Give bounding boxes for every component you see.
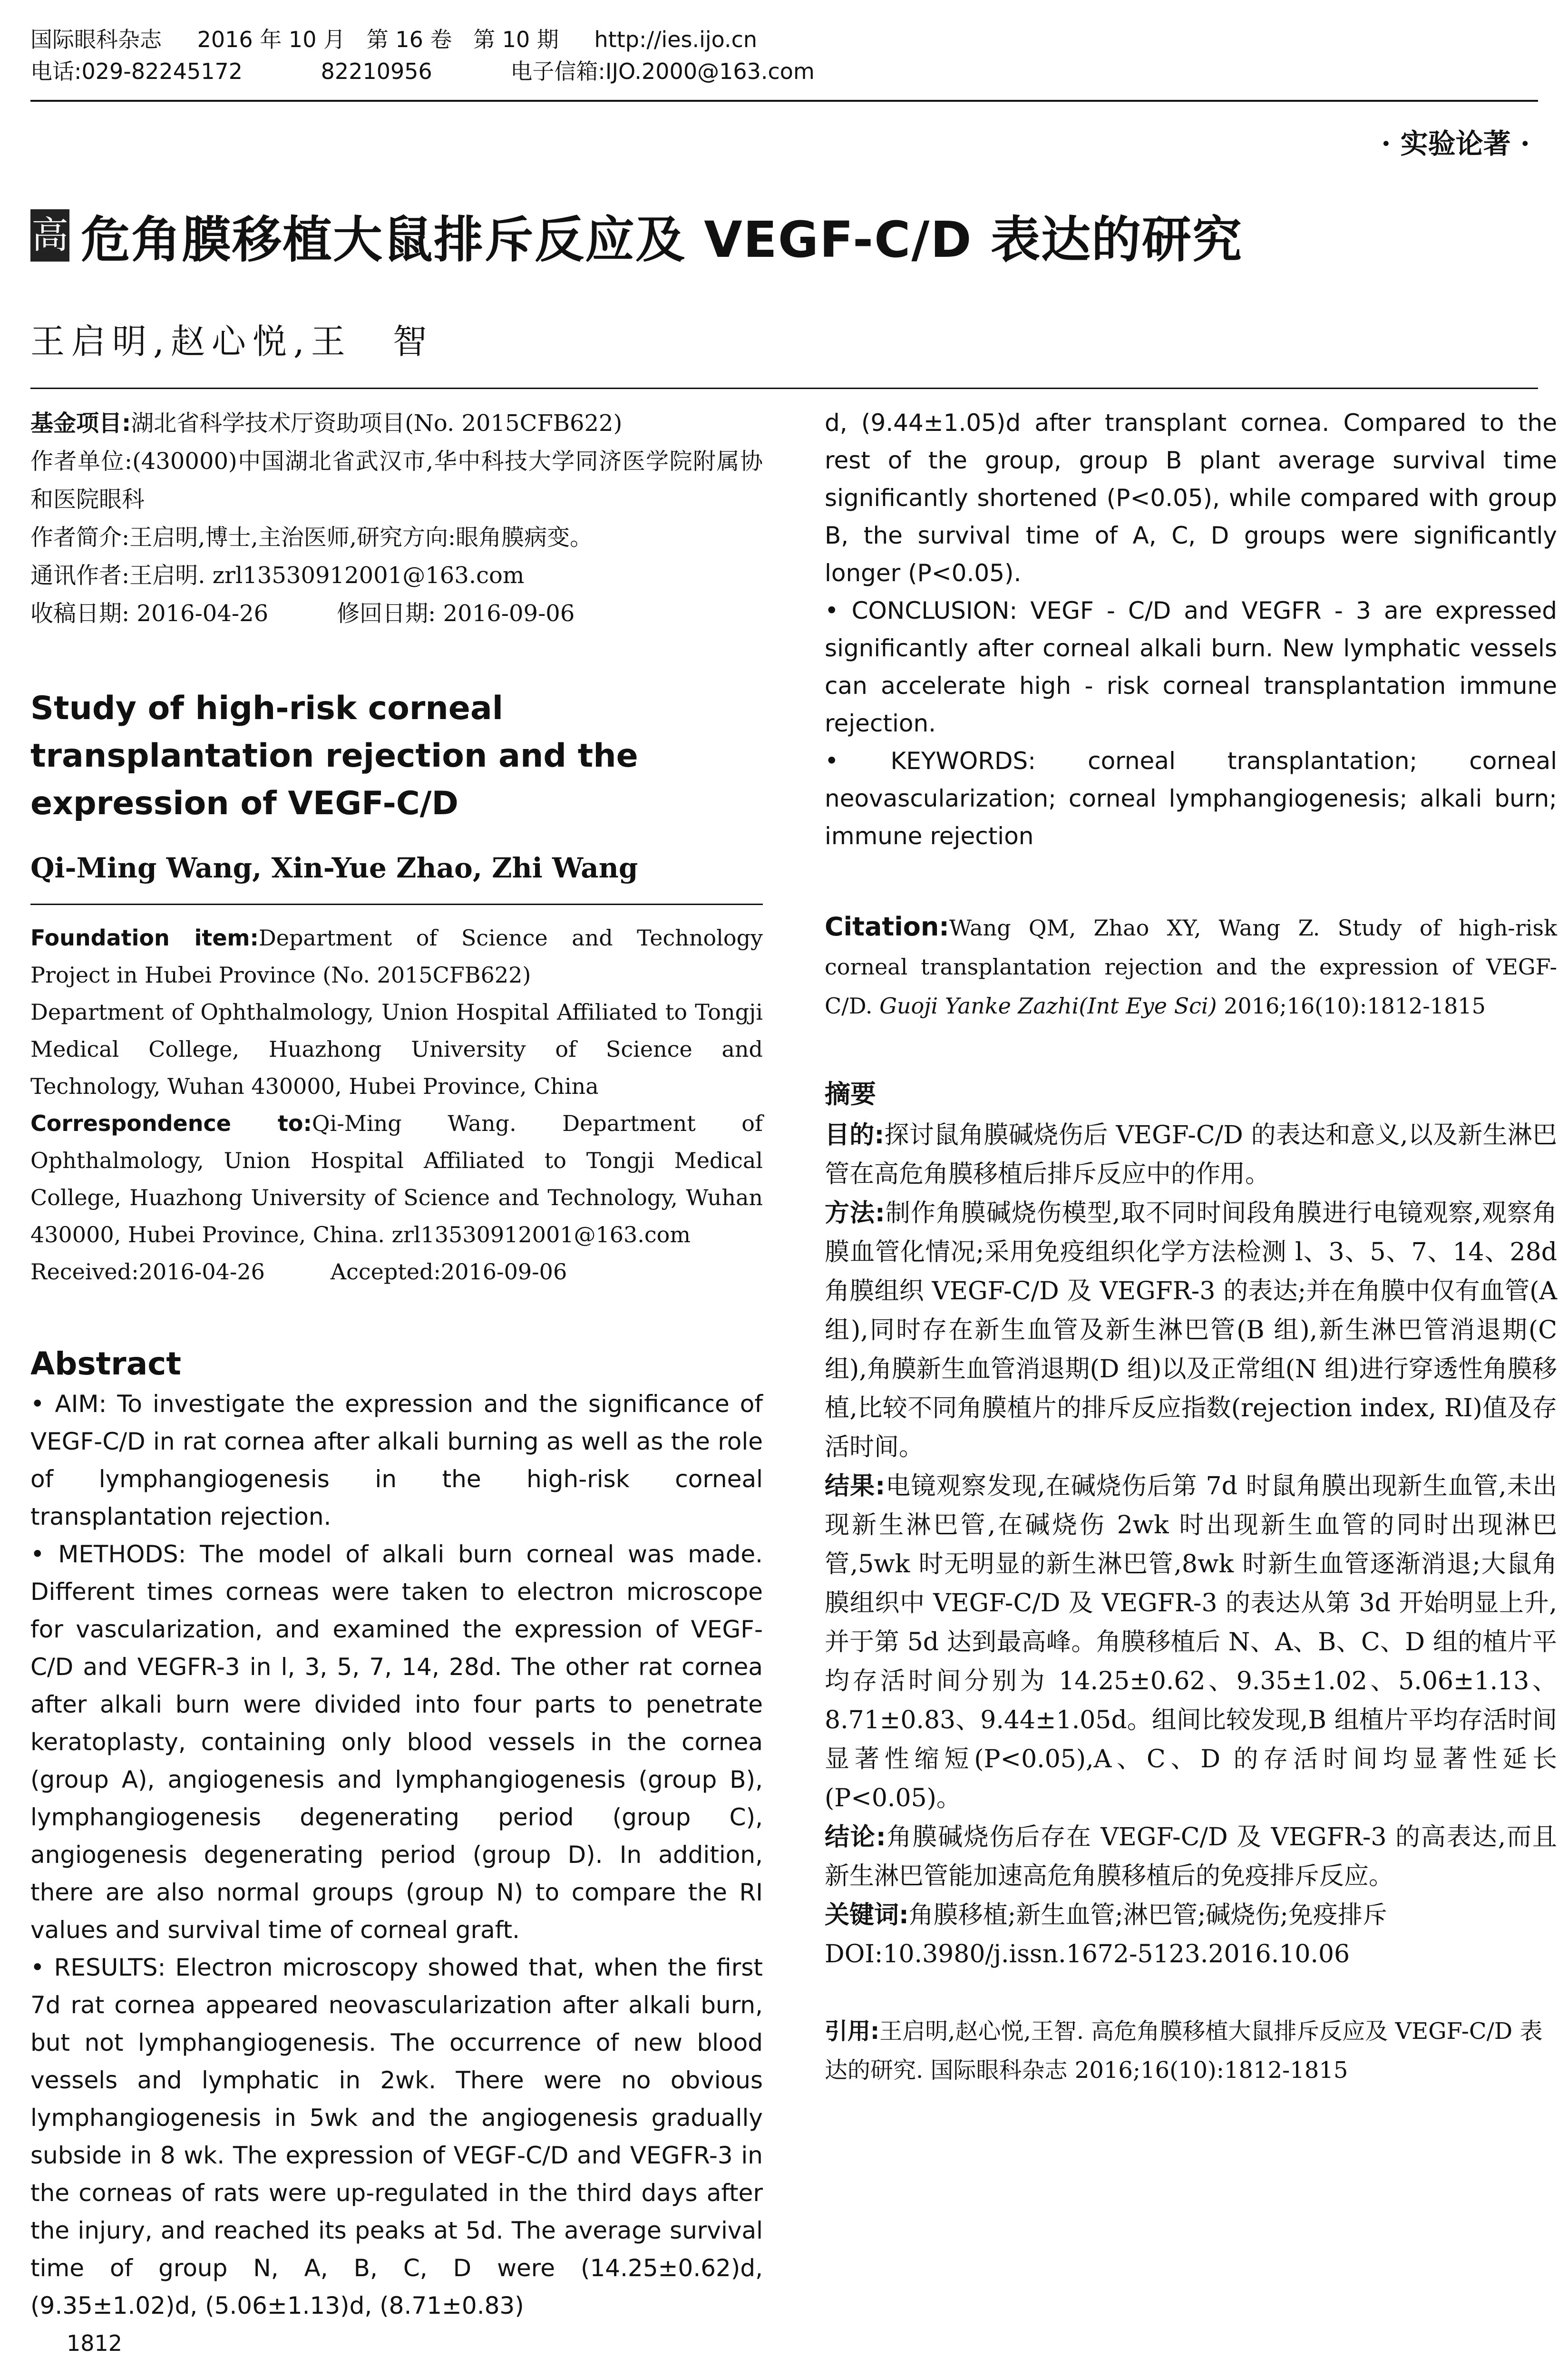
- section-tag: · 实验论著 ·: [1381, 127, 1530, 160]
- header-rule: [30, 100, 1538, 102]
- correspondence-label: Correspondence to:: [30, 1111, 312, 1136]
- english-rule: [30, 904, 763, 905]
- zh-keywords-label: 关键词:: [825, 1901, 909, 1929]
- citation-text: Wang QM, Zhao XY, Wang Z. Study of high-risk corneal transplantation rejection and the expression of VEGF-C/D.: [825, 915, 1557, 1019]
- aim-label: • AIM:: [30, 1390, 107, 1418]
- zh-results: 电镜观察发现,在碱烧伤后第 7d 时鼠角膜出现新生血管,未出现新生淋巴管,在碱烧伤 2wk 时出现新生血管的同时出现淋巴管,5wk 时无明显的新生淋巴管,8wk 时新生血管逐渐消退;大鼠角膜组织中 VEGF-C/D 及 VEGFR-3 的表达从第 3d 开始明显上升,并于第 5d 达到最高峰。角膜移植后 N、A、B、C、D 组的植片平均存活时间分别为 14.25±0.62、9.35±1.02、5.06±1.13、8.71±0.83、9.44±1.05d。组间比较发现,B 组植片平均存活时间显著性缩短(P<0.05),A、C、D 的存活时间均显著性延长(P<0.05)。: [825, 1472, 1557, 1812]
- corr-author: 王启明. zrl13530912001@163.com: [129, 562, 525, 589]
- authors-cn: 王启明,赵心悦,王 智: [30, 321, 434, 361]
- ref-label: 引用:: [825, 2018, 880, 2045]
- journal-name: 国际眼科杂志: [30, 27, 162, 52]
- citation-en: [825, 907, 1557, 1025]
- zh-methods-label: 方法:: [825, 1199, 885, 1227]
- zh-abstract-heading: 摘要: [825, 1079, 876, 1109]
- article-title: 危角膜移植大鼠排斥反应及 VEGF-C/D 表达的研究: [81, 211, 1243, 269]
- english-title: Study of high-risk corneal transplantation rejection and the expression of VEGF-C/D: [30, 690, 638, 822]
- department: Department of Ophthalmology, Union Hospital Affiliated to Tongji Medical College, Huazhong University of Science and Technology, Wuhan 430000, Hubei Province, China: [30, 999, 763, 1099]
- received-cn: 收稿日期: 2016-04-26 修回日期: 2016-09-06: [30, 600, 575, 627]
- foundation: Department of Science and Technology Project in Hubei Province (No. 2015CFB622): [30, 925, 763, 988]
- journal-header: [30, 24, 1538, 87]
- bio-label: 作者简介:: [30, 524, 130, 551]
- right-column: [825, 404, 1557, 2090]
- abstract-heading: Abstract: [30, 1345, 181, 1382]
- phone: 电话:029-82245172: [30, 58, 243, 84]
- corr-label: 通讯作者:: [30, 562, 130, 589]
- conclusion-text: VEGF - C/D and VEGFR - 3 are expressed significantly after corneal alkali burn. New lymphatic vessels can accelerate high - risk corneal transplantation immune rejection.: [825, 597, 1557, 737]
- title-rule: [30, 388, 1538, 389]
- page-number: 1812: [67, 2330, 123, 2356]
- zh-conclusion: 角膜碱烧伤后存在 VEGF-C/D 及 VEGFR-3 的高表达,而且新生淋巴管能加速高危角膜移植后的免疫排斥反应。: [825, 1823, 1557, 1890]
- zh-aim-label: 目的:: [825, 1121, 885, 1150]
- results-text: Electron microscopy showed that, when the first 7d rat cornea appeared neovascularization after alkali burn, but not lymphangiogenesis. The occurrence of new blood vessels and lymphatic in 2wk. There were no obvious lymphangiogenesis in 5wk and the angiogenesis gradually subside in 8 wk. The expression of VEGF-C/D and VEGFR-3 in the corneas of rats were up-regulated in the third days after the injury, and reached its peaks at 5d. The average survival time of group N, A, B, C, D were (14.25±0.62)d, (9.35±1.02)d, (5.06±1.13)d, (8.71±0.83): [30, 1954, 763, 2319]
- zh-conclusion-label: 结论:: [825, 1823, 886, 1851]
- keywords-text: corneal transplantation; corneal neovascularization; corneal lymphangiogenesis; alkali burn; immune rejection: [825, 747, 1557, 850]
- ref-text: 王启明,赵心悦,王智. 高危角膜移植大鼠排斥反应及 VEGF-C/D 表达的研究. 国际眼科杂志 2016;16(10):1812-1815: [825, 2018, 1543, 2084]
- unit: (430000)中国湖北省武汉市,华中科技大学同济医学院附属协和医院眼科: [30, 448, 763, 513]
- journal-email[interactable]: 电子信箱:IJO.2000@163.com: [510, 58, 815, 84]
- left-column: [30, 404, 763, 2325]
- doi[interactable]: DOI:10.3980/j.issn.1672-5123.2016.10.06: [825, 1940, 1350, 1968]
- phone-2: 82210956: [321, 58, 432, 84]
- conclusion-label: • CONCLUSION:: [825, 597, 1018, 624]
- english-meta: [30, 919, 763, 1290]
- bio: 王启明,博士,主治医师,研究方向:眼角膜病变。: [129, 524, 593, 551]
- title-first-char: 高: [30, 209, 69, 262]
- zh-keywords: 角膜移植;新生血管;淋巴管;碱烧伤;免疫排斥: [908, 1901, 1387, 1929]
- unit-label: 作者单位:: [30, 448, 133, 475]
- zh-methods: 制作角膜碱烧伤模型,取不同时间段角膜进行电镜观察,观察角膜血管化情况;采用免疫组织化学方法检测 l、3、5、7、14、28d 角膜组织 VEGF-C/D 及 VEGFR-3 的表达;并在角膜中仅有血管(A 组),同时存在新生血管及新生淋巴管(B 组),新生淋巴管消退期(C 组),角膜新生血管消退期(D 组)以及正常组(N 组)进行穿透性角膜移植,比较不同角膜植片的排斥反应指数(rejection index, RI)值及存活时间。: [825, 1199, 1558, 1461]
- keywords-label: • KEYWORDS:: [825, 747, 1036, 775]
- methods-label: • METHODS:: [30, 1540, 186, 1568]
- aim-text: To investigate the expression and the significance of VEGF-C/D in rat cornea after alkali burning as well as the role of lymphangiogenesis in the high-risk corneal transplantation rejection.: [30, 1390, 763, 1530]
- citation-label: Citation:: [825, 912, 949, 942]
- journal-url[interactable]: http://ies.ijo.cn: [594, 27, 758, 52]
- english-authors: Qi-Ming Wang, Xin-Yue Zhao, Zhi Wang: [30, 852, 638, 884]
- zh-aim: 探讨鼠角膜碱烧伤后 VEGF-C/D 的表达和意义,以及新生淋巴管在高危角膜移植后排斥反应中的作用。: [825, 1121, 1558, 1188]
- zh-abstract-body: [825, 1116, 1557, 1974]
- citation-journal: Guoji Yanke Zazhi(Int Eye Sci): [879, 993, 1217, 1019]
- results-label: • RESULTS:: [30, 1954, 166, 1981]
- fund-label: 基金项目:: [30, 410, 131, 437]
- fund: 湖北省科学技术厅资助项目(No. 2015CFB622): [131, 410, 623, 437]
- received-en: Received:2016-04-26 Accepted:2016-09-06: [30, 1259, 567, 1285]
- citation-tail: 2016;16(10):1812-1815: [1224, 993, 1486, 1019]
- foundation-label: Foundation item:: [30, 925, 259, 951]
- zh-results-label: 结果:: [825, 1472, 886, 1500]
- methods-text: The model of alkali burn corneal was made. Different times corneas were taken to electron microscope for vascularization, and examined the expression of VEGF-C/D and VEGFR-3 in l, 3, 5, 7, 14, 28d. The other rat cornea after alkali burn were divided into four parts to penetrate keratoplasty, containing only blood vessels in the cornea (group A), angiogenesis and lymphangiogenesis (group B), lymphangiogenesis degenerating period (group C), angiogenesis degenerating period (group D). In addition, there are also normal groups (group N) to compare the RI values and survival time of corneal graft.: [30, 1540, 763, 1944]
- abstract-body-right: [825, 404, 1557, 855]
- issue-date: 2016 年 10 月: [197, 27, 346, 52]
- meta-cn: [30, 404, 763, 633]
- abstract-body-left: [30, 1385, 763, 2325]
- issue: 第 10 期: [473, 27, 559, 52]
- citation-cn: [825, 2012, 1557, 2090]
- correspondence: Qi-Ming Wang. Department of Ophthalmology, Union Hospital Affiliated to Tongji Medical College, Huazhong University of Science and Technology, Wuhan 430000, Hubei Province, China. zrl13530912001@163.com: [30, 1111, 763, 1247]
- volume: 第 16 卷: [366, 27, 452, 52]
- results-cont: d, (9.44±1.05)d after transplant cornea. Compared to the rest of the group, group B plant average survival time significantly shortened (P<0.05), while compared with group B, the survival time of A, C, D groups were significantly longer (P<0.05).: [825, 409, 1557, 587]
